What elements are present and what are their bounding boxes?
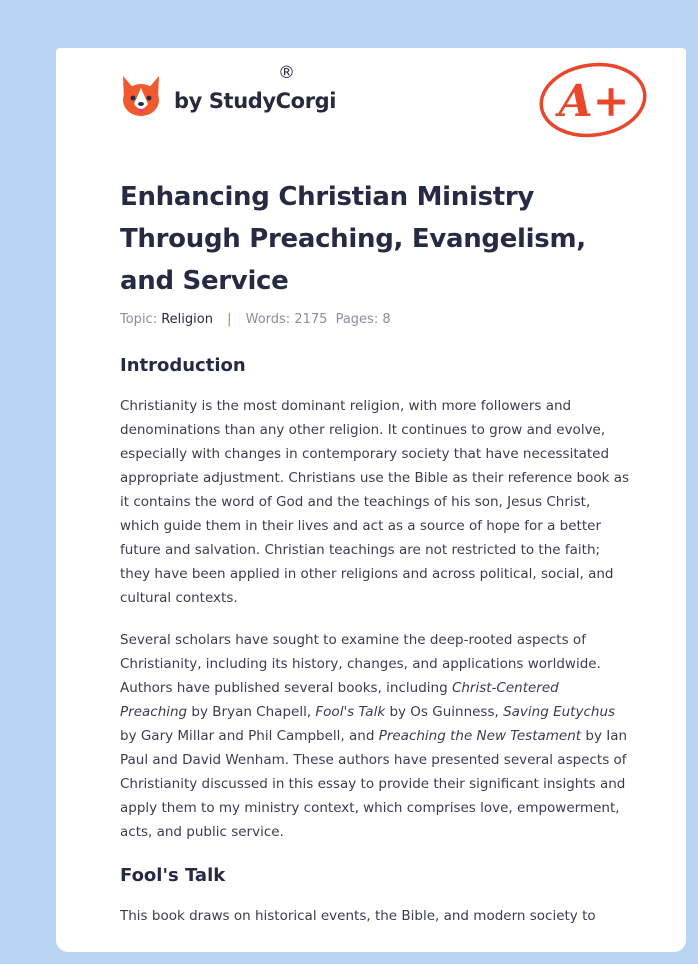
- pages-count: 8: [382, 312, 391, 327]
- studycorgi-logo[interactable]: [120, 74, 336, 120]
- text-run: by Os Guinness,: [385, 704, 504, 720]
- book-title: Christ-Centered Preaching: [120, 680, 559, 720]
- pages-label: Pages:: [335, 312, 379, 327]
- grade-text: A+: [558, 76, 630, 127]
- corgi-icon: [120, 74, 162, 120]
- words-label: Words:: [245, 312, 291, 327]
- essay-body: [120, 352, 630, 946]
- intro-paragraph-2: [120, 628, 630, 844]
- topic-link[interactable]: Religion: [161, 312, 213, 327]
- page-title: Enhancing Christian Ministry Through Preaching, Evangelism, and Service: [120, 182, 586, 296]
- text-run: Several scholars have sought to examine the deep-rooted aspects of Christianity, including its history, changes, and applications worldwide. Authors have published several books, including: [120, 632, 601, 696]
- text-run: by Gary Millar and Phil Campbell, and: [120, 728, 379, 744]
- document-page: [56, 48, 686, 952]
- book-title: Fool's Talk: [315, 704, 386, 720]
- section-heading-fools-talk: Fool's Talk: [120, 865, 226, 886]
- meta-separator: |: [227, 312, 232, 327]
- text-run: by Ian Paul and David Wenham. These authors have presented several aspects of Christianity discussed in this essay to provide their significant insights and apply them to my ministry context, which comprises love, empowerment, acts, and public service.: [120, 728, 628, 840]
- words-count: 2175: [294, 312, 328, 327]
- book-title: Preaching the New Testament: [378, 728, 582, 744]
- brand-name: by StudyCorgi: [174, 89, 337, 113]
- fools-talk-paragraph-1: This book draws on historical events, the Bible, and modern society to: [120, 908, 596, 924]
- topic-label: Topic:: [120, 312, 158, 327]
- section-heading-introduction: Introduction: [120, 355, 246, 376]
- text-run: by Bryan Chapell,: [187, 704, 316, 720]
- book-title: Saving Eutychus: [503, 704, 616, 720]
- essay-meta: [120, 312, 391, 327]
- grade-a-plus-stamp: [536, 58, 650, 142]
- registered-mark: ®: [278, 63, 295, 83]
- intro-paragraph-1: Christianity is the most dominant religion, with more followers and denominations than any other religion. It continues to grow and evolve, especially with changes in contemporary society that have necessitated appropriate adjustment. Christians use the Bible as their reference book as it contains the word of God and the teachings of his son, Jesus Christ, which guide them in their lives and act as a source of hope for a better future and salvation. Christian teachings are not restricted to the faith; they have been applied in other religions and across political, social, and cultural contexts.: [120, 398, 629, 606]
